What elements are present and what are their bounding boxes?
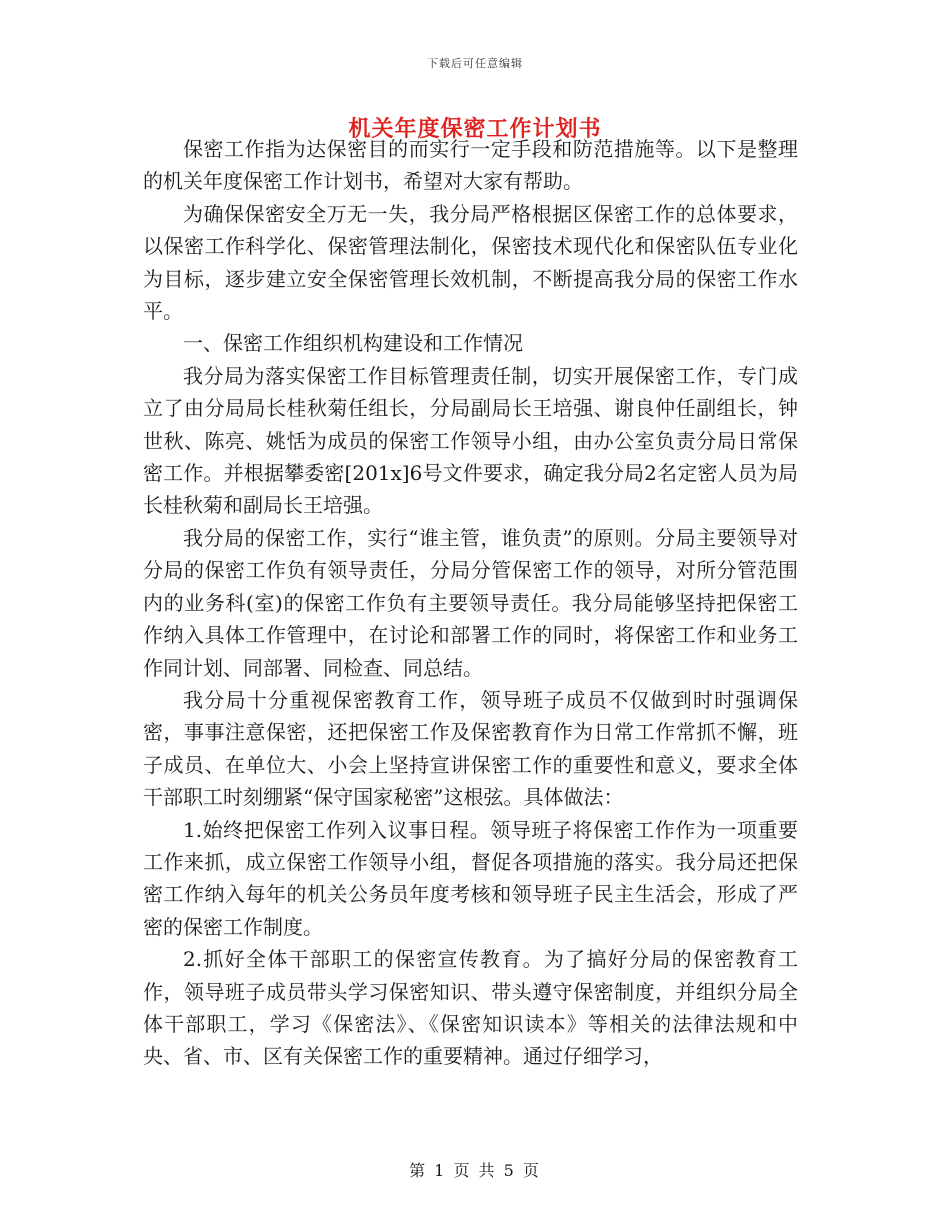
section-heading-1: 一、保密工作组织机构建设和工作情况 [183,331,523,356]
page-number: 第 1 页 共 5 页 [409,1161,541,1180]
paragraph-goal: 为确保保密安全万无一失，我分局严格根据区保密工作的总体要求，以保密工作科学化、保密管理法制化，保密技术现代化和保密队伍专业化为目标，逐步建立安全保密管理长效机制，不断提高我分局的保密工作水平。 [143,201,798,324]
list-item-1: 1.始终把保密工作列入议事日程。领导班子将保密工作作为一项重要工作来抓，成立保密工作领导小组，督促各项措施的落实。我分局还把保密工作纳入每年的机关公务员年度考核和领导班子民主生活会，形成了严密的保密工作制度。 [143,817,798,939]
paragraph-intro: 保密工作指为达保密目的而实行一定手段和防范措施等。以下是整理的机关年度保密工作计划书，希望对大家有帮助。 [143,137,798,194]
document-title: 机关年度保密工作计划书 [348,116,602,142]
list-item-2: 2.抓好全体干部职工的保密宣传教育。为了搞好分局的保密教育工作，领导班子成员带头学习保密知识、带头遵守保密制度，并组织分局全体干部职工，学习《保密法》、《保密知识读本》等相关的法律法规和中央、省、市、区有关保密工作的重要精神。通过仔细学习， [143,947,798,1069]
header-note: 下载后可任意编辑 [427,57,523,70]
paragraph-responsibility: 我分局的保密工作，实行“谁主管，谁负责”的原则。分局主要领导对分局的保密工作负有领导责任，分局分管保密工作的领导，对所分管范围内的业务科(室)的保密工作负有主要领导责任。我分局能够坚持把保密工作纳入具体工作管理中，在讨论和部署工作的同时，将保密工作和业务工作同计划、同部署、同检查、同总结。 [143,525,798,680]
document-body [143,133,798,1073]
paragraph-education: 我分局十分重视保密教育工作，领导班子成员不仅做到时时强调保密，事事注意保密，还把保密工作及保密教育作为日常工作常抓不懈，班子成员、在单位大、小会上坚持宣讲保密工作的重要性和意义，要求全体干部职工时刻绷紧“保守国家秘密”这根弦。具体做法： [143,687,798,810]
paragraph-organization: 我分局为落实保密工作目标管理责任制，切实开展保密工作，专门成立了由分局局长桂秋菊任组长，分局副局长王培强、谢良仲任副组长，钟世秋、陈亮、姚恬为成员的保密工作领导小组，由办公室负责分局日常保密工作。并根据攀委密[201x]6号文件要求，确定我分局2名定密人员为局长桂秋菊和副局长王培强。 [143,363,798,518]
